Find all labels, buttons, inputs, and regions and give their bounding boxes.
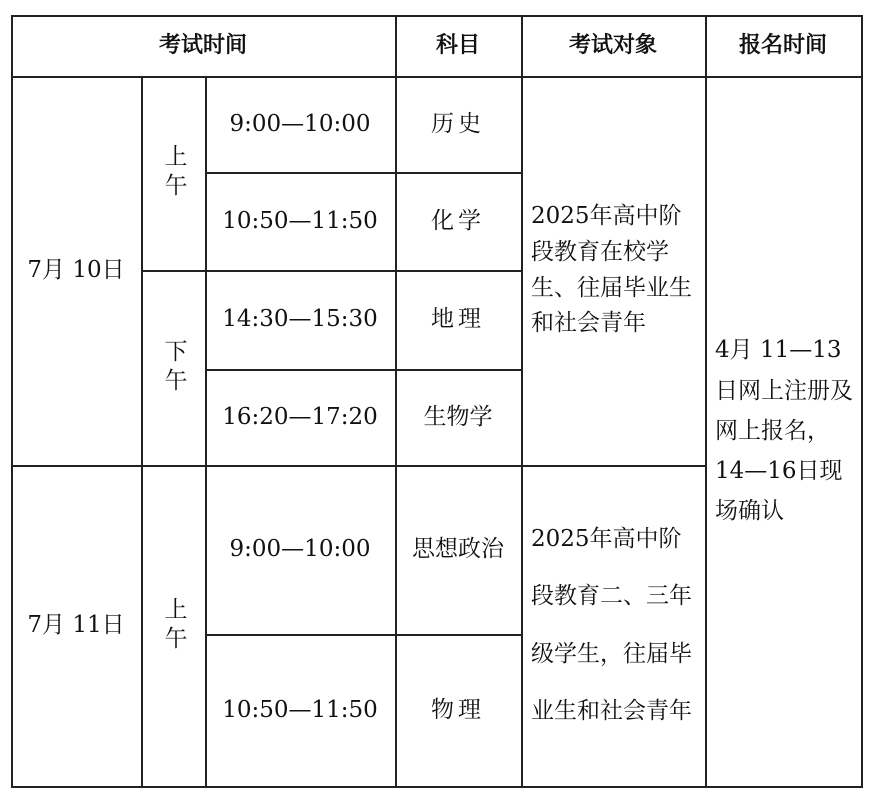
time-cell: 10:50—11:50 <box>222 207 378 234</box>
header-target: 考试对象 <box>568 32 657 58</box>
header-registration: 报名时间 <box>738 32 827 58</box>
header-exam-time: 考试时间 <box>158 32 247 58</box>
session-label: 下午 <box>160 338 187 397</box>
col-divider <box>705 15 707 788</box>
target-cell: 2025年高中阶段教育在校学生、往届毕业生和社会青年 <box>531 203 692 337</box>
session-label: 上午 <box>160 596 187 655</box>
session-label: 上午 <box>160 144 187 202</box>
subject-cell: 思想政治 <box>412 536 504 563</box>
date-cell: 7月 10日 <box>27 257 125 284</box>
table-border-bottom <box>11 786 862 788</box>
date-cell: 7月 11日 <box>27 612 125 639</box>
subject-cell: 生物学 <box>423 403 493 430</box>
time-cell: 10:50—11:50 <box>222 696 378 723</box>
subject-cell: 地理 <box>431 306 485 333</box>
subject-cell: 历史 <box>431 110 485 137</box>
table-border-right <box>861 15 863 788</box>
time-cell: 9:00—10:00 <box>229 536 371 563</box>
time-cell: 14:30—15:30 <box>222 306 378 333</box>
header-subject: 科目 <box>435 32 480 58</box>
subject-cell: 化学 <box>431 207 485 234</box>
registration-cell: 4月 11—13日网上注册及网上报名，14—16日现场确认 <box>715 337 853 525</box>
target-cell: 2025年高中阶段教育二、三年级学生，往届毕业生和社会青年 <box>531 525 692 724</box>
subject-cell: 物理 <box>431 696 485 723</box>
time-cell: 16:20—17:20 <box>222 403 378 430</box>
time-cell: 9:00—10:00 <box>229 110 371 137</box>
col-divider <box>521 15 523 788</box>
